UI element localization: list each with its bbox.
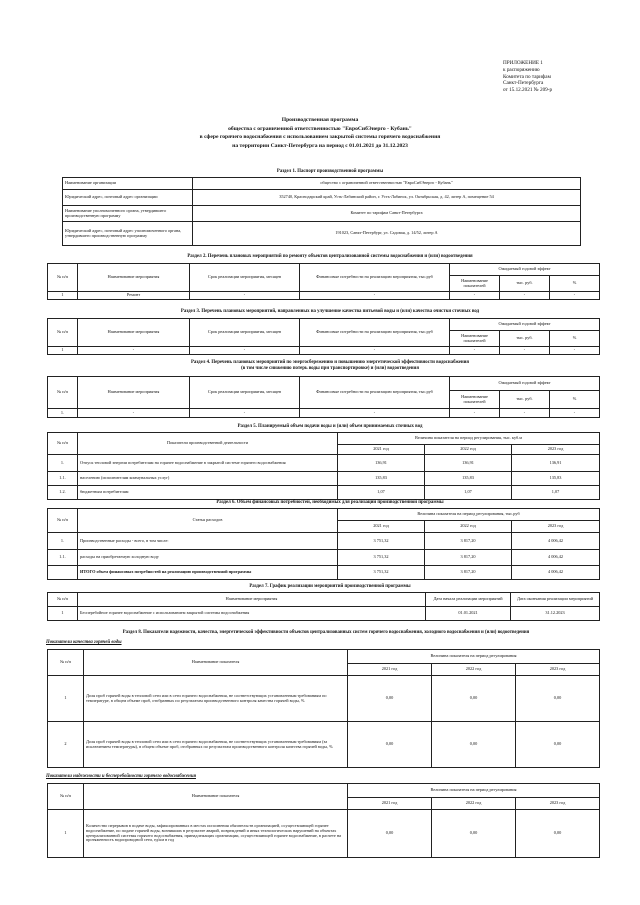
col-header-effect-pct: % xyxy=(550,331,600,347)
cell-value: 136,91 xyxy=(338,455,425,472)
cell: - xyxy=(190,409,300,418)
table-row xyxy=(63,190,581,206)
table-header-row xyxy=(48,377,600,391)
title-line: в сфере горячего водоснабжения с использованием закрытой системы горячего водоснабжения xyxy=(199,134,441,141)
cell-label: Наименование организации xyxy=(63,178,193,190)
col-header-name: Наименование мероприятия xyxy=(78,377,190,409)
col-header-num: № п/п xyxy=(48,377,78,409)
cell-name: населению (исполнителям коммунальных услуг) xyxy=(78,472,338,486)
cell-value: 1,07 xyxy=(512,486,600,500)
col-header-effect-name: Наименование показателей xyxy=(450,276,500,292)
col-header-effect-name: Наименование показателей xyxy=(450,391,500,409)
cell-num: 1 xyxy=(48,676,84,722)
section5-title: Раздел 5. Планируемый объем подачи воды и (или) объем принимаемых сточных вод xyxy=(237,424,423,429)
section3-table xyxy=(47,318,600,355)
col-header-year: 2023 год xyxy=(512,521,600,533)
section8-quality-title: Показатели качества горячей воды xyxy=(46,640,122,645)
cell-name: Производственные расходы - всего, в том числе: xyxy=(78,533,338,550)
cell-value: 135,83 xyxy=(338,472,425,486)
cell: - xyxy=(500,409,550,418)
table-row xyxy=(48,607,600,621)
section6-title: Раздел 6. Объем финансовых потребностей, необходимых для реализации производственной программы xyxy=(216,500,444,505)
cell: - xyxy=(500,347,550,355)
title-line: на территории Санкт-Петербурга на период с 01.01.2021 до 31.12.2023 xyxy=(232,142,408,149)
cell-num: 1 xyxy=(48,810,84,858)
table-row xyxy=(48,676,600,722)
cell-value: 136,91 xyxy=(425,455,512,472)
document-title xyxy=(60,116,580,151)
appendix-line: к распоряжению xyxy=(503,66,540,73)
table-row xyxy=(63,222,581,246)
cell-value: Комитет по тарифам Санкт-Петербурга xyxy=(193,206,581,222)
cell-value: 1,07 xyxy=(338,486,425,500)
cell-value: 1,07 xyxy=(425,486,512,500)
col-header-num: № п/п xyxy=(48,264,78,292)
col-header-name: Статья расходов xyxy=(78,509,338,533)
cell-value: 4 006,42 xyxy=(512,533,600,550)
cell: - xyxy=(190,292,300,300)
table-row xyxy=(48,347,600,355)
cell: - xyxy=(300,347,450,355)
cell: - xyxy=(78,347,190,355)
cell-value: 3 817,20 xyxy=(425,550,512,566)
cell: - xyxy=(500,292,550,300)
col-header-name: Наименование мероприятия xyxy=(78,264,190,292)
col-header-year: 2022 год xyxy=(432,798,516,810)
section1-title: Раздел 1. Паспорт производственной программы xyxy=(276,169,384,174)
cell-label: Юридический адрес, почтовый адрес организации xyxy=(63,190,193,206)
col-header-year: 2022 год xyxy=(425,521,512,533)
appendix-line: Комитета по тарифам xyxy=(503,73,551,80)
cell-num: 2 xyxy=(48,722,84,768)
section8-quality-table xyxy=(47,649,600,768)
table-header-row xyxy=(48,593,600,607)
cell-value: 0,00 xyxy=(516,676,600,722)
col-header-effect-rub: тыс. руб. xyxy=(500,331,550,347)
cell-value: 3 751,32 xyxy=(338,550,425,566)
section2-table xyxy=(47,263,600,300)
section7-title: Раздел 7. График реализации мероприятий производственной программы xyxy=(249,584,411,589)
section4-subtitle: (в том числе снижению потерь воды при транспортировке) и (или) водоотведения xyxy=(241,366,419,372)
col-header-effect-rub: тыс. руб. xyxy=(500,391,550,409)
cell-value: 0,00 xyxy=(348,722,432,768)
cell-value: 0,00 xyxy=(348,810,432,858)
col-header-values: Величина показателя на период регулирования xyxy=(348,784,600,798)
table-row xyxy=(48,409,600,418)
cell-value: 135,83 xyxy=(512,472,600,486)
title-line: общества с ограниченной ответственностью "ЕвроСибЭнерго - Кубань" xyxy=(228,125,412,132)
cell-value: 0,00 xyxy=(348,676,432,722)
col-header-period: Срок реализации мероприятия, месяцев xyxy=(190,377,300,409)
cell-name: бюджетным потребителям xyxy=(78,486,338,500)
cell-value: 3 751,32 xyxy=(338,566,425,580)
cell: - xyxy=(78,409,190,418)
table-header-row xyxy=(48,264,600,276)
cell-value: 4 006,42 xyxy=(512,566,600,580)
col-header-num: № п/п xyxy=(48,784,84,810)
col-header-effect: Ожидаемый годовой эффект xyxy=(450,264,600,276)
cell-label: Юридический адрес, почтовый адрес уполномоченного органа, утвердившего производственную программу xyxy=(63,222,193,246)
table-row xyxy=(48,455,600,472)
table-row xyxy=(48,722,600,768)
col-header-name: Показатели производственной деятельности xyxy=(78,433,338,455)
cell-num: 1.2. xyxy=(48,486,78,500)
col-header-num: № п/п xyxy=(48,433,78,455)
table-row xyxy=(48,550,600,566)
col-header-finance: Финансовые потребности на реализацию мероприятия, тыс.руб xyxy=(300,377,450,409)
cell-label: Наименование уполномоченного органа, утвердившего производственную программу xyxy=(63,206,193,222)
col-header-num: № п/п xyxy=(48,509,78,533)
table-header-row xyxy=(48,319,600,331)
cell-name: ИТОГО объем финансовых потребностей на реализацию производственной программы xyxy=(78,566,338,580)
col-header-period: Срок реализации мероприятия, месяцев xyxy=(190,264,300,292)
section8-reliability-table xyxy=(47,783,600,858)
cell-value: 3 817,20 xyxy=(425,566,512,580)
cell: 1 xyxy=(48,347,78,355)
col-header-name: Наименование показателя xyxy=(84,650,348,676)
col-header-effect: Ожидаемый годовой эффект xyxy=(450,377,600,391)
col-header-effect: Ожидаемый годовой эффект xyxy=(450,319,600,331)
cell: - xyxy=(190,347,300,355)
cell-num: 1. xyxy=(48,533,78,550)
cell: - xyxy=(550,347,600,355)
table-row xyxy=(63,206,581,222)
table-header-row xyxy=(48,650,600,664)
cell-num: 1.1. xyxy=(48,550,78,566)
col-header-effect-pct: % xyxy=(550,391,600,409)
cell-value: 0,00 xyxy=(516,810,600,858)
section4-table xyxy=(47,376,600,418)
cell: Ремонт xyxy=(78,292,190,300)
cell-end: 31.12.2023 xyxy=(511,607,600,621)
col-header-name: Наименование мероприятия xyxy=(78,593,426,607)
col-header-values: Величина показателя на период регулирования xyxy=(348,650,600,664)
cell-value: 3 751,32 xyxy=(338,533,425,550)
cell-value: 3 817,20 xyxy=(425,533,512,550)
table-row xyxy=(48,533,600,550)
col-header-effect-name: Наименование показателей xyxy=(450,331,500,347)
col-header-finance: Финансовые потребности на реализацию мероприятия, тыс.руб xyxy=(300,264,450,292)
col-header-num: № п/п xyxy=(48,593,78,607)
col-header-year: 2023 год xyxy=(512,445,600,455)
cell: - xyxy=(450,409,500,418)
cell: - xyxy=(550,292,600,300)
appendix-line: ПРИЛОЖЕНИЕ 1 xyxy=(503,60,543,66)
cell-name: Доля проб горячей воды в тепловой сети или в сети горячего водоснабжения, не соответствующих установленным требованиям по температуре, в общем объеме проб, отобранных по результатам производственного контроля качества горячей воды, % xyxy=(84,676,348,722)
col-header-effect-rub: тыс. руб. xyxy=(500,276,550,292)
table-row xyxy=(48,486,600,500)
col-header-year: 2023 год xyxy=(516,664,600,676)
col-header-year: 2023 год xyxy=(516,798,600,810)
cell: 1. xyxy=(48,409,78,418)
cell-num: 1.1. xyxy=(48,472,78,486)
col-header-year: 2022 год xyxy=(425,445,512,455)
table-row xyxy=(48,472,600,486)
section7-table xyxy=(47,592,600,621)
col-header-end: Дата окончания реализации мероприятий xyxy=(511,593,600,607)
col-header-values: Величина показателя на период регулирования, тыс.руб xyxy=(338,509,600,521)
cell: - xyxy=(450,292,500,300)
appendix-header xyxy=(503,60,603,94)
col-header-year: 2022 год xyxy=(432,664,516,676)
cell-name: Бесперебойное горячее водоснабжение с использованием закрытой системы водоснабжения xyxy=(78,607,426,621)
col-header-year: 2021 год xyxy=(348,664,432,676)
cell: - xyxy=(300,292,450,300)
cell-name: Количество перерывов в подаче воды, зафиксированных в местах исполнения обязательств организацией, осуществляющей горячее водоснабжение, по подаче горячей воды, возникших в результате аварий, повреждений и иных технологических нарушений на объектах централизованной системы горячего водоснабжения, принадлежащих организации, осуществляющей горячее водоснабжение, в расчете на протяженность водопроводной сети, ед/км в год xyxy=(84,810,348,858)
col-header-start: Дата начала реализации мероприятий xyxy=(426,593,511,607)
section8-reliability-title: Показатели надежности и бесперебойности горячего водоснабжения xyxy=(46,774,196,779)
cell-value: 0,00 xyxy=(516,722,600,768)
col-header-values: Величина показателя на период регулирования, тыс. куб.м xyxy=(338,433,600,445)
cell-value: 191023, Санкт-Петербург, ул. Садовая, д. 14/52, литер А xyxy=(193,222,581,246)
cell-value: 0,00 xyxy=(432,810,516,858)
cell-value: 4 006,42 xyxy=(512,550,600,566)
title-line: Производственная программа xyxy=(281,117,359,123)
table-header-row xyxy=(48,784,600,798)
col-header-finance: Финансовые потребности на реализацию мероприятия, тыс.руб xyxy=(300,319,450,347)
col-header-year: 2021 год xyxy=(338,521,425,533)
cell-num: 1. xyxy=(48,455,78,472)
table-row xyxy=(48,292,600,300)
table-header-row xyxy=(48,433,600,445)
cell-num: 1 xyxy=(48,607,78,621)
table-row xyxy=(63,178,581,190)
col-header-year: 2021 год xyxy=(338,445,425,455)
table-row xyxy=(48,810,600,858)
cell-value: 135,83 xyxy=(425,472,512,486)
section5-table xyxy=(47,432,600,500)
table-header-row xyxy=(48,509,600,521)
cell: - xyxy=(550,409,600,418)
cell-value: 136,91 xyxy=(512,455,600,472)
col-header-num: № п/п xyxy=(48,319,78,347)
cell: - xyxy=(450,347,500,355)
cell-value: 352740, Краснодарский край, Усть-Лабинский район, г. Усть-Лабинск, ул. Октябрьская, д. 42, литер А, помещение 54 xyxy=(193,190,581,206)
cell: - xyxy=(300,409,450,418)
cell-start: 01.01.2021 xyxy=(426,607,511,621)
appendix-line: Санкт-Петербурга xyxy=(503,80,544,87)
col-header-name: Наименование мероприятия xyxy=(78,319,190,347)
cell-name: Доля проб горячей воды в тепловой сети или в сети горячего водоснабжения, не соответствующих установленным требованиям (за исключением температуры), в общем объеме проб, отобранных по результатам производственного контроля качества горячей воды, % xyxy=(84,722,348,768)
cell-name: расходы на приобретаемую холодную воду xyxy=(78,550,338,566)
cell-value: 0,00 xyxy=(432,722,516,768)
section8-title: Раздел 8. Показатели надежности, качества, энергетической эффективности объектов централизованных систем горячего водоснабжения, холодного водоснабжения и (или) водоотведения xyxy=(122,630,530,635)
section4-title-line: Раздел 4. Перечень плановых мероприятий по энергосбережению и повышению энергетической эффективности водоснабжения xyxy=(190,360,470,365)
cell-num xyxy=(48,566,78,580)
col-header-num: № п/п xyxy=(48,650,84,676)
section1-table xyxy=(62,177,581,246)
cell-value: 0,00 xyxy=(432,676,516,722)
cell-value: общество с ограниченной ответственностью "ЕвроСибЭнерго - Кубань" xyxy=(193,178,581,190)
table-row xyxy=(48,566,600,580)
col-header-period: Срок реализации мероприятия, месяцев xyxy=(190,319,300,347)
section4-title xyxy=(60,360,600,372)
cell-name: Отпуск тепловой энергии потребителям на горячее водоснабжение в закрытой системе горячего водоснабжения xyxy=(78,455,338,472)
section3-title: Раздел 3. Перечень плановых мероприятий, направленных на улучшение качества питьевой воды и (или) качества очистки сточных вод xyxy=(180,309,480,314)
col-header-year: 2021 год xyxy=(348,798,432,810)
cell: 1 xyxy=(48,292,78,300)
appendix-line: от 15.12.2021 № 209-р xyxy=(503,87,553,93)
col-header-name: Наименование показателя xyxy=(84,784,348,810)
col-header-effect-pct: % xyxy=(550,276,600,292)
section6-table xyxy=(47,508,600,580)
section2-title: Раздел 2. Перечень плановых мероприятий по ремонту объектов централизованной системы водоснабжения и (или) водоотведения xyxy=(187,254,473,259)
